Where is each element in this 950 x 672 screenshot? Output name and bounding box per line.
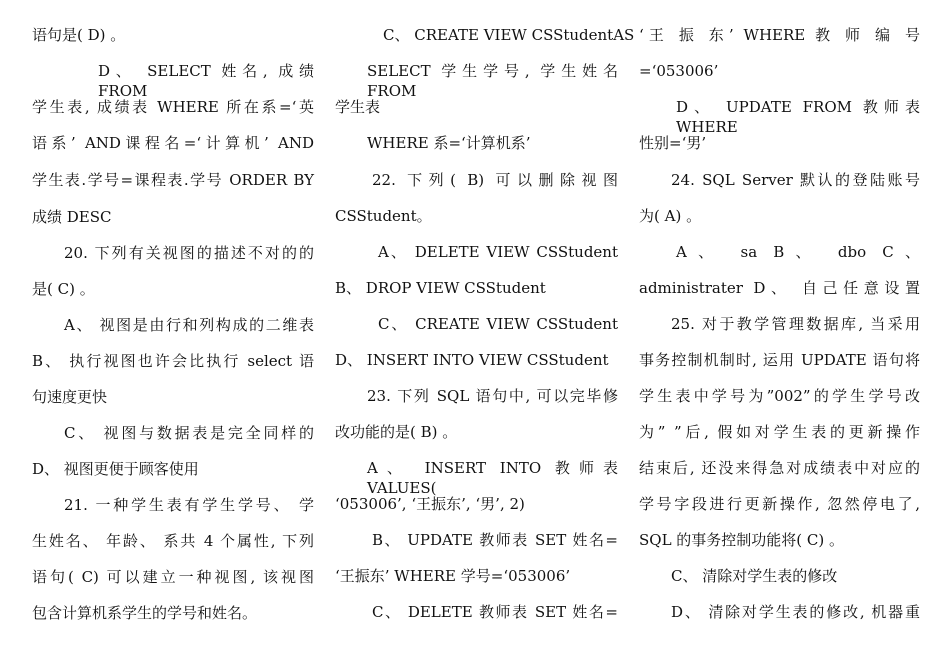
- text-line: C、 CREATE VIEW CSStudent: [378, 315, 618, 333]
- text-line: 性别=‘男’: [639, 134, 707, 152]
- text-line: ‘王振东’ WHERE 学号=‘053006’: [335, 567, 571, 585]
- text-line: SQL 的事务控制功能将( C) 。: [639, 531, 845, 549]
- column-1: [32, 0, 314, 672]
- text-line: 成绩 DESC: [32, 208, 112, 226]
- text-line: 事务控制机制时, 运用 UPDATE 语句将: [639, 351, 920, 369]
- text-line: 为” ”后, 假如对学生表的更新操作: [639, 423, 920, 441]
- text-line: 是( C) 。: [32, 280, 95, 298]
- text-line: 23. 下列 SQL 语句中, 可以完毕修: [367, 387, 618, 405]
- text-line: D、 UPDATE FROM 教师表 WHERE: [676, 98, 920, 136]
- text-line: CSStudent。: [335, 207, 432, 225]
- text-line: C、 DELETE 教师表 SET 姓名=: [372, 603, 618, 621]
- text-line: D、 清除对学生表的修改, 机器重: [671, 603, 920, 621]
- text-line: 25. 对于教学管理数据库, 当采用: [671, 315, 920, 333]
- text-line: 结束后, 还没来得急对成绩表中对应的: [639, 459, 920, 477]
- text-line: 为( A) 。: [639, 207, 702, 225]
- text-line: A、 INSERT INTO 教师表 VALUES(: [367, 459, 618, 497]
- text-line: A、 sa B、 dbo C、: [676, 243, 920, 261]
- text-line: C、 视图与数据表是完全同样的: [64, 424, 314, 442]
- column-3: [639, 0, 920, 672]
- text-line: SELECT 学生学号, 学生姓名 FROM: [367, 62, 618, 100]
- text-line: 语句是( D) 。: [32, 26, 126, 44]
- text-line: 学生表.学号=课程表.学号 ORDER BY: [32, 171, 314, 189]
- text-line: 改功能的是( B) 。: [335, 423, 458, 441]
- text-line: 学号字段进行更新操作, 忽然停电了,: [639, 495, 920, 513]
- text-line: D、 SELECT 姓名, 成绩 FROM: [98, 62, 314, 100]
- text-line: 24. SQL Server 默认的登陆账号: [671, 171, 920, 189]
- text-line: 学生表, 成绩表 WHERE 所在系=‘英: [32, 98, 314, 116]
- text-line: A、 DELETE VIEW CSStudent: [378, 243, 618, 261]
- text-line: B、 UPDATE 教师表 SET 姓名=: [372, 531, 618, 549]
- text-line: 21. 一种学生表有学生学号、 学: [64, 496, 314, 514]
- text-line: administrater D、 自己任意设置: [639, 279, 920, 297]
- text-line: C、 清除对学生表的修改: [671, 567, 838, 585]
- text-line: 语系’ AND课程名=‘计算机’ AND: [32, 134, 314, 152]
- text-line: 学生表: [335, 98, 381, 116]
- text-line: ‘王 振 东’ WHERE 教 师 编 号: [639, 26, 920, 44]
- text-line: ‘053006’, ‘王振东’, ‘男’, 2): [335, 495, 525, 513]
- text-line: 包含计算机系学生的学号和姓名。: [32, 604, 258, 622]
- text-line: 22. 下列( B) 可以删除视图: [372, 171, 618, 189]
- text-line: 20. 下列有关视图的描述不对的的: [64, 244, 314, 262]
- text-line: 语句( C) 可以建立一种视图, 该视图: [32, 568, 314, 586]
- text-line: B、 DROP VIEW CSStudent: [335, 279, 546, 297]
- text-line: 生姓名、 年龄、 系共 4 个属性, 下列: [32, 532, 314, 550]
- text-line: =‘053006’: [639, 62, 719, 80]
- text-line: WHERE 系=‘计算机系’: [367, 134, 531, 152]
- text-line: D、 视图更便于顾客使用: [32, 460, 199, 478]
- text-line: 学生表中学号为”002”的学生学号改: [639, 387, 920, 405]
- text-line: A、 视图是由行和列构成的二维表: [64, 316, 314, 334]
- text-line: C、 CREATE VIEW CSStudentAS: [383, 26, 635, 44]
- text-line: 句速度更快: [32, 388, 108, 406]
- column-2: [335, 0, 635, 672]
- text-line: D、 INSERT INTO VIEW CSStudent: [335, 351, 609, 369]
- text-line: B、 执行视图也许会比执行 select 语: [32, 352, 314, 370]
